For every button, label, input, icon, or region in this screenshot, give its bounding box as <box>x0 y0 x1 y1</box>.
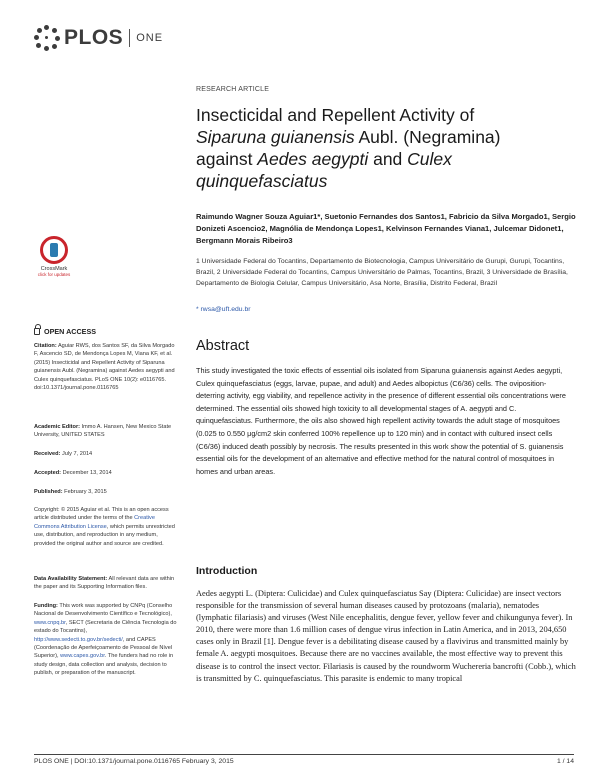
cc-license-link[interactable]: Creative Commons Attribution License <box>34 515 155 530</box>
citation-block: Citation: Aguiar RWS, dos Santos SF, da Silva Morgado F, Ascencio SD, de Mendonça Lopes M, Viana KF, et al. (2015) Insecticidal and Repellent Activity of Siparuna guianensis Aubl. (Negramina) against Aedes aegypti and Culex quinquefasciatus. PLoS ONE 10(2): e0116765. doi:10.1371/journal.pone.0116765 <box>34 343 175 392</box>
footer-citation: PLOS ONE | DOI:10.1371/journal.pone.0116765 February 3, 2015 <box>34 758 234 765</box>
copyright-block: Copyright: © 2015 Aguiar et al. This is an open access article distributed under the terms of the Creative Commons Attribution License, which permits unrestricted use, distribution, and reproduction in any medium, provided the original author and source are credited. <box>34 507 175 547</box>
capes-link[interactable]: www.capes.gov.br <box>60 653 105 660</box>
logo-divider <box>129 29 130 47</box>
plos-wordmark: PLOS <box>64 26 124 49</box>
published-date: Published: February 3, 2015 <box>34 489 107 495</box>
abstract-text: This study investigated the toxic effects of essential oils isolated from Siparuna guianensis against Aedes aegypti, Culex quinquefasciatus (eggs, larvae, pupae, and adult) and Aedes albopictus (C6/36) cells. The oviposition-deterring activity, egg viability, and repellence activity in the presence of different essential oils concentrations were determined. The essential oils showed high toxicity to all developmental stages of A. aegypti and C. quinquefasciatus. Furthermore, the oils also showed high repellent activity towards the adult stage of mosquitoes (0.025 to 0.550 μg/cm2 skin conferred 100% repellence up to 120 min) and in contact with cultured insect cells (C6/36) induced death possibly by necrosis. The results presented in this work show the potential of S. guianensis essential oils for the development of an alternative and effective method for the natural control of mosquitoes in homes and urban areas. <box>196 366 566 476</box>
affiliations: 1 Universidade Federal do Tocantins, Departamento de Biotecnologia, Campus Universitário de Gurupi, Gurupi, Tocantins, Brazil, 2 Universidade Federal do Tocantins, Campus Universitário de Palmas, Tocantins, Brazil, 3 Universidade de Brasília, Departamento de Biologia Celular, Campus Universitário, Asa Norte, Brasília, Distrito Federal, Brazil <box>196 258 568 287</box>
introduction-text: Aedes aegypti L. (Diptera: Culicidae) and Culex quinquefasciatus Say (Diptera: Culicidae) are insect vectors responsible for the transmission of several human diseases caused by protozoans (malaria), nematodes (lymphatic filariasis) and viruses (West Nile encephalitis, dengue fever, yellow fever and chikungunya fever). In 2010, there were more than 1.6 million cases of dengue virus infection in Latin America, and in 2013, 204,650 cases only in Brazil [1]. Dengue fever is a debilitating disease caused by a flavivirus and transmitted mainly by female A. aegypti mosquitoes. Because there are no vaccines available, the most effective way to prevent this disease is to control the insect vector. Filariasis is caused by the roundworm Wuchereria bancrofti (Cobb.), which is transmitted by C. quinquefasciatus. This parasite is endemic to many tropical <box>196 589 576 683</box>
editor-block: Academic Editor: Immo A. Hansen, New Mexico State University, UNITED STATES <box>34 424 172 439</box>
introduction-heading: Introduction <box>196 565 258 577</box>
plos-logo[interactable] <box>34 24 163 52</box>
sedecti-link[interactable]: http://www.sedecti.to.gov.br/sedecti/ <box>34 636 123 643</box>
crossmark-icon <box>40 236 68 264</box>
abstract-heading: Abstract <box>196 338 250 354</box>
accepted-date: Accepted: December 13, 2014 <box>34 470 112 476</box>
funding-block: Funding: This work was supported by CNPq (Conselho Nacional de Desenvolvimento Científico e Tecnológico), www.cnpq.br, SECT (Secretaria de Ciência Tecnologia do estado do Tocantins), http://www.sedecti.to.gov.br/sedecti/, and CAPES (Coordenação de Aperfeiçoamento de Pessoal de Nível Superior), www.capes.gov.br. The funders had no role in study design, data collection and analysis, decision to publish, or preparation of the manuscript. <box>34 603 177 677</box>
open-lock-icon <box>34 328 40 335</box>
page-number: 1 / 14 <box>556 758 574 765</box>
cnpq-link[interactable]: www.cnpq.br <box>34 619 66 626</box>
data-availability: Data Availability Statement: All relevant data are within the paper and its Supporting Information files. <box>34 576 175 591</box>
article-title: Insecticidal and Repellent Activity of Siparuna guianensis Aubl. (Negramina) against Aedes aegypti and Culex quinquefasciatus <box>196 105 501 191</box>
author-list: Raimundo Wagner Souza Aguiar1*, Suetonio Fernandes dos Santos1, Fabricio da Silva Morgado1, Sergio Donizeti Ascencio2, Magnólia de Mendonça Lopes1, Kelvinson Fernandes Viana1, Julcemar Didonet1, Bergmann Morais Ribeiro3 <box>196 212 576 245</box>
open-access-label: OPEN ACCESS <box>34 327 96 336</box>
article-type: RESEARCH ARTICLE <box>196 86 270 93</box>
plos-dots-icon <box>34 25 60 51</box>
corresponding-email[interactable]: * rwsa@uft.edu.br <box>196 306 251 313</box>
received-date: Received: July 7, 2014 <box>34 451 93 457</box>
crossmark-badge[interactable]: CrossMark click for updates <box>34 236 74 277</box>
journal-name: ONE <box>136 32 164 44</box>
footer-divider <box>34 754 574 755</box>
